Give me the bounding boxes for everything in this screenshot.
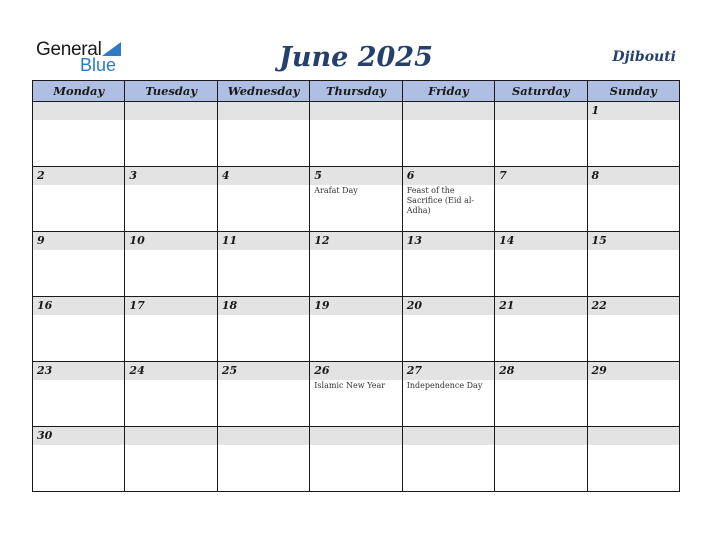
day-number: 8 [591,169,600,182]
day-cell [33,362,125,427]
day-number: 30 [37,429,53,442]
day-number-bar [495,297,586,315]
day-number-bar [218,297,309,315]
day-number: 10 [129,234,145,247]
day-number: 22 [591,299,607,312]
week-row [33,427,680,492]
day-number: 29 [591,364,607,377]
day-number-bar [33,427,124,445]
week-row [33,232,680,297]
day-number: 18 [221,299,238,312]
weekday-header: Thursday [310,81,402,102]
day-number: 7 [499,169,507,182]
day-cell [587,102,679,167]
calendar-title: June 2025 [279,42,433,73]
day-cell [495,362,587,427]
day-number: 23 [37,364,53,377]
week-row [33,362,680,427]
weekday-header: Monday [33,81,125,102]
day-number-bar [218,362,309,380]
day-number: 6 [406,169,415,182]
day-number: 3 [129,169,138,182]
day-number: 20 [406,299,422,312]
day-number: 25 [221,364,238,377]
day-cell [495,427,587,492]
day-number-bar [218,232,309,250]
day-cell [125,427,217,492]
day-number-bar [33,232,124,250]
day-number-bar [310,232,401,250]
day-number-bar [218,427,309,445]
day-number-bar [403,362,494,380]
day-number-bar [403,167,494,185]
calendar-grid [32,80,680,492]
day-number-bar [125,427,216,445]
day-cell [495,167,587,232]
week-row [33,297,680,362]
day-cell [217,362,309,427]
day-cell [402,427,494,492]
day-cell [33,427,125,492]
day-cell [495,232,587,297]
day-number-bar [495,232,586,250]
day-cell [402,232,494,297]
day-cell [217,102,309,167]
day-cell [125,297,217,362]
day-cell [495,102,587,167]
day-number: 12 [314,234,330,247]
day-cell [33,232,125,297]
holiday-label: Arafat Day [314,186,358,195]
calendar-body [33,102,680,492]
day-number-bar [588,232,679,250]
day-number-bar [218,167,309,185]
day-cell [217,167,309,232]
day-number-bar [33,102,124,120]
day-number-bar [310,427,401,445]
week-row [33,167,680,232]
day-number-bar [33,297,124,315]
day-cell [310,167,402,232]
day-number: 4 [221,169,230,182]
day-number-bar [403,232,494,250]
day-cell [310,362,402,427]
day-cell [217,427,309,492]
day-cell [402,362,494,427]
logo-word-general: General [36,39,102,60]
weekday-header: Saturday [495,81,587,102]
day-number-bar [588,167,679,185]
day-cell [402,297,494,362]
day-number-bar [495,362,586,380]
day-number: 2 [37,169,45,182]
day-cell [587,297,679,362]
weekday-header: Friday [402,81,494,102]
day-number: 24 [129,364,145,377]
day-number: 9 [37,234,45,247]
day-number-bar [495,167,586,185]
day-number: 19 [314,299,330,312]
day-number-bar [403,102,494,120]
day-number-bar [588,102,679,120]
day-cell [402,102,494,167]
day-number: 27 [406,364,422,377]
day-cell [33,167,125,232]
day-number: 1 [591,104,600,117]
day-number-bar [125,232,216,250]
day-number: 11 [221,234,238,247]
day-number-bar [588,427,679,445]
day-number-bar [403,427,494,445]
day-number-bar [495,427,586,445]
day-number-bar [495,102,586,120]
day-cell [217,232,309,297]
day-cell [310,297,402,362]
day-cell [587,232,679,297]
day-cell [402,167,494,232]
day-cell [310,427,402,492]
day-number-bar [310,362,401,380]
day-cell [33,102,125,167]
day-number-bar [310,297,401,315]
day-number-bar [33,362,124,380]
day-number: 16 [37,299,53,312]
day-number-bar [588,297,679,315]
day-number-bar [310,167,401,185]
day-number-bar [125,167,216,185]
holiday-label: Independence Day [406,381,483,390]
day-cell [217,297,309,362]
day-number: 26 [314,364,330,377]
day-number-bar [403,297,494,315]
day-cell [587,167,679,232]
week-row [33,102,680,167]
weekday-header-row [33,81,680,102]
day-number: 21 [499,299,515,312]
day-number-bar [125,362,216,380]
day-cell [310,232,402,297]
holiday-label: Islamic New Year [314,381,386,390]
weekday-header: Sunday [587,81,679,102]
day-number-bar [125,102,216,120]
day-number-bar [218,102,309,120]
country-label: Djibouti [612,49,676,65]
day-number: 15 [591,234,607,247]
weekday-header: Wednesday [217,81,309,102]
day-number-bar [310,102,401,120]
day-cell [125,167,217,232]
day-cell [125,102,217,167]
day-number: 14 [499,234,515,247]
day-cell [33,297,125,362]
day-cell [310,102,402,167]
weekday-header: Tuesday [125,81,217,102]
day-cell [125,232,217,297]
day-number: 17 [129,299,145,312]
day-number: 5 [314,169,322,182]
day-number: 13 [406,234,422,247]
day-number-bar [33,167,124,185]
day-cell [587,362,679,427]
day-number-bar [125,297,216,315]
day-number-bar [588,362,679,380]
logo-word-blue: Blue [80,55,117,75]
day-cell [125,362,217,427]
holiday-label: Feast of the Sacrifice (Eid al-Adha) [406,186,475,215]
day-cell [587,427,679,492]
day-cell [495,297,587,362]
day-number: 28 [499,364,515,377]
